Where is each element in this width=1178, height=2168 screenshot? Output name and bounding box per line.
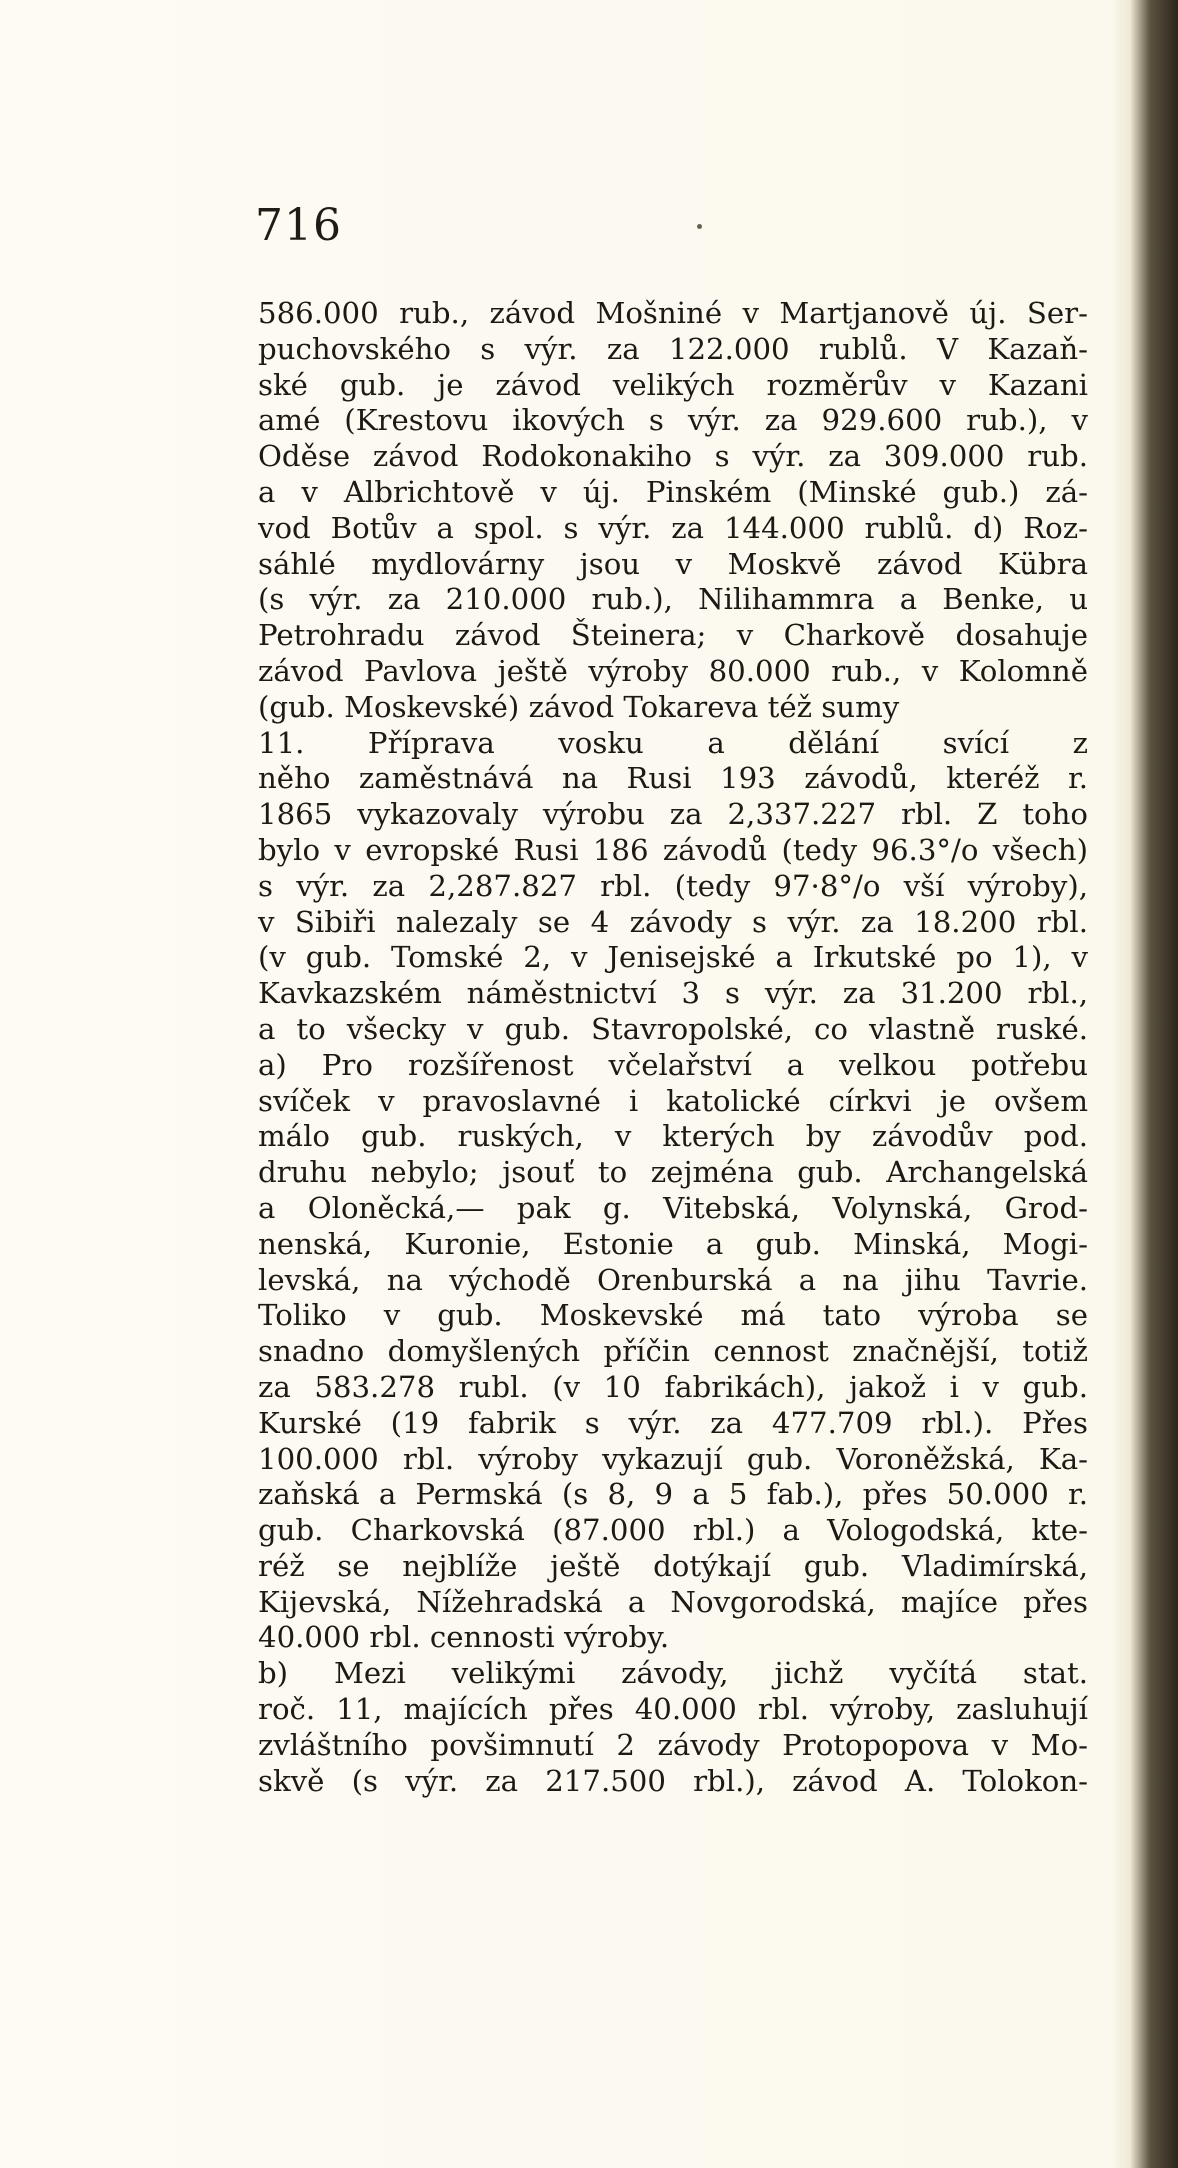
text-line: ské gub. je závod velikých rozměrův v Kazani (258, 367, 1088, 402)
text-line: a Oloněcká,— pak g. Vitebská, Volynská, Grod- (258, 1190, 1088, 1225)
text-line: závod Pavlova ještě výroby 80.000 rub., v Kolomně (258, 653, 1088, 688)
text-line: svíček v pravoslavné i katolické církvi je ovšem (258, 1083, 1088, 1118)
text-line: Oděse závod Rodokonakiho s výr. za 309.000 rub. (258, 439, 1088, 474)
text-line: amé (Krestovu ikových s výr. za 929.600 rub.), v (258, 403, 1088, 438)
body-text (258, 296, 1088, 1799)
page-number: 716 (255, 200, 342, 251)
text-line: 100.000 rbl. výroby vykazují gub. Voroněžská, Ka- (258, 1441, 1088, 1476)
text-line: a v Albrichtově v új. Pinském (Minské gub.) zá- (258, 474, 1088, 509)
text-line: b) Mezi velikými závody, jichž vyčítá stat. (258, 1656, 1088, 1691)
text-line: něho zaměstnává na Rusi 193 závodů, kteréž r. (258, 761, 1088, 796)
text-line: Kurské (19 fabrik s výr. za 477.709 rbl.). Přes (258, 1405, 1088, 1440)
text-line: skvě (s výr. za 217.500 rbl.), závod A. Tolokon- (258, 1763, 1088, 1798)
text-line: (v gub. Tomské 2, v Jenisejské a Irkutské po 1), v (258, 940, 1088, 975)
text-line: levská, na východě Orenburská a na jihu Tavrie. (258, 1262, 1088, 1297)
text-line: s výr. za 2,287.827 rbl. (tedy 97·8°/o vší výroby), (258, 868, 1088, 903)
text-line: málo gub. ruských, v kterých by závodův pod. (258, 1119, 1088, 1154)
text-line: roč. 11, majících přes 40.000 rbl. výroby, zasluhují (258, 1692, 1088, 1727)
text-line: snadno domyšlených příčin cennost značnější, totiž (258, 1334, 1088, 1369)
text-line: Toliko v gub. Moskevské má tato výroba se (258, 1298, 1088, 1333)
text-line: a to všecky v gub. Stavropolské, co vlastně ruské. (258, 1011, 1088, 1046)
text-line: 40.000 rbl. cennosti výroby. (258, 1620, 670, 1655)
text-line: 11. Příprava vosku a dělání svící z (258, 725, 1088, 760)
text-line: v Sibiři nalezaly se 4 závody s výr. za 18.200 rbl. (258, 904, 1088, 939)
text-line: 586.000 rub., závod Mošniné v Martjanově új. Ser- (258, 296, 1088, 330)
text-line: réž se nejblíže ještě dotýkají gub. Vladimírská, (258, 1548, 1088, 1583)
text-line: Petrohradu závod Šteinera; v Charkově dosahuje (258, 618, 1088, 653)
text-line: za 583.278 rubl. (v 10 fabrikách), jakož i v gub. (258, 1369, 1088, 1404)
text-line: Kijevská, Nížehradská a Novgorodská, majíce přes (258, 1584, 1088, 1619)
text-line: bylo v evropské Rusi 186 závodů (tedy 96.3°/o všech) (258, 832, 1088, 867)
text-line: vod Botův a spol. s výr. za 144.000 rublů. d) Roz- (258, 510, 1088, 545)
text-line: Kavkazském náměstnictví 3 s výr. za 31.200 rbl., (258, 976, 1088, 1011)
text-line: 1865 vykazovaly výrobu za 2,337.227 rbl. Z toho (258, 797, 1088, 832)
text-line: a) Pro rozšířenost včelařství a velkou potřebu (258, 1047, 1088, 1082)
text-line: druhu nebylo; jsouť to zejména gub. Archangelská (258, 1155, 1088, 1190)
ink-speck (697, 224, 702, 229)
text-line: puchovského s výr. za 122.000 rublů. V Kazaň- (258, 331, 1088, 366)
text-line: (gub. Moskevské) závod Tokareva též sumy (258, 689, 900, 724)
text-line: zvláštního povšimnutí 2 závody Protopopova v Mo- (258, 1727, 1088, 1762)
text-line: zaňská a Permská (s 8, 9 a 5 fab.), přes 50.000 r. (258, 1477, 1088, 1512)
text-line: gub. Charkovská (87.000 rbl.) a Vologodská, kte- (258, 1513, 1088, 1548)
text-line: nenská, Kuronie, Estonie a gub. Minská, Mogi- (258, 1226, 1088, 1261)
text-line: sáhlé mydlovárny jsou v Moskvě závod Kübra (258, 546, 1088, 581)
text-line: (s výr. za 210.000 rub.), Nilihammra a Benke, u (258, 582, 1088, 617)
